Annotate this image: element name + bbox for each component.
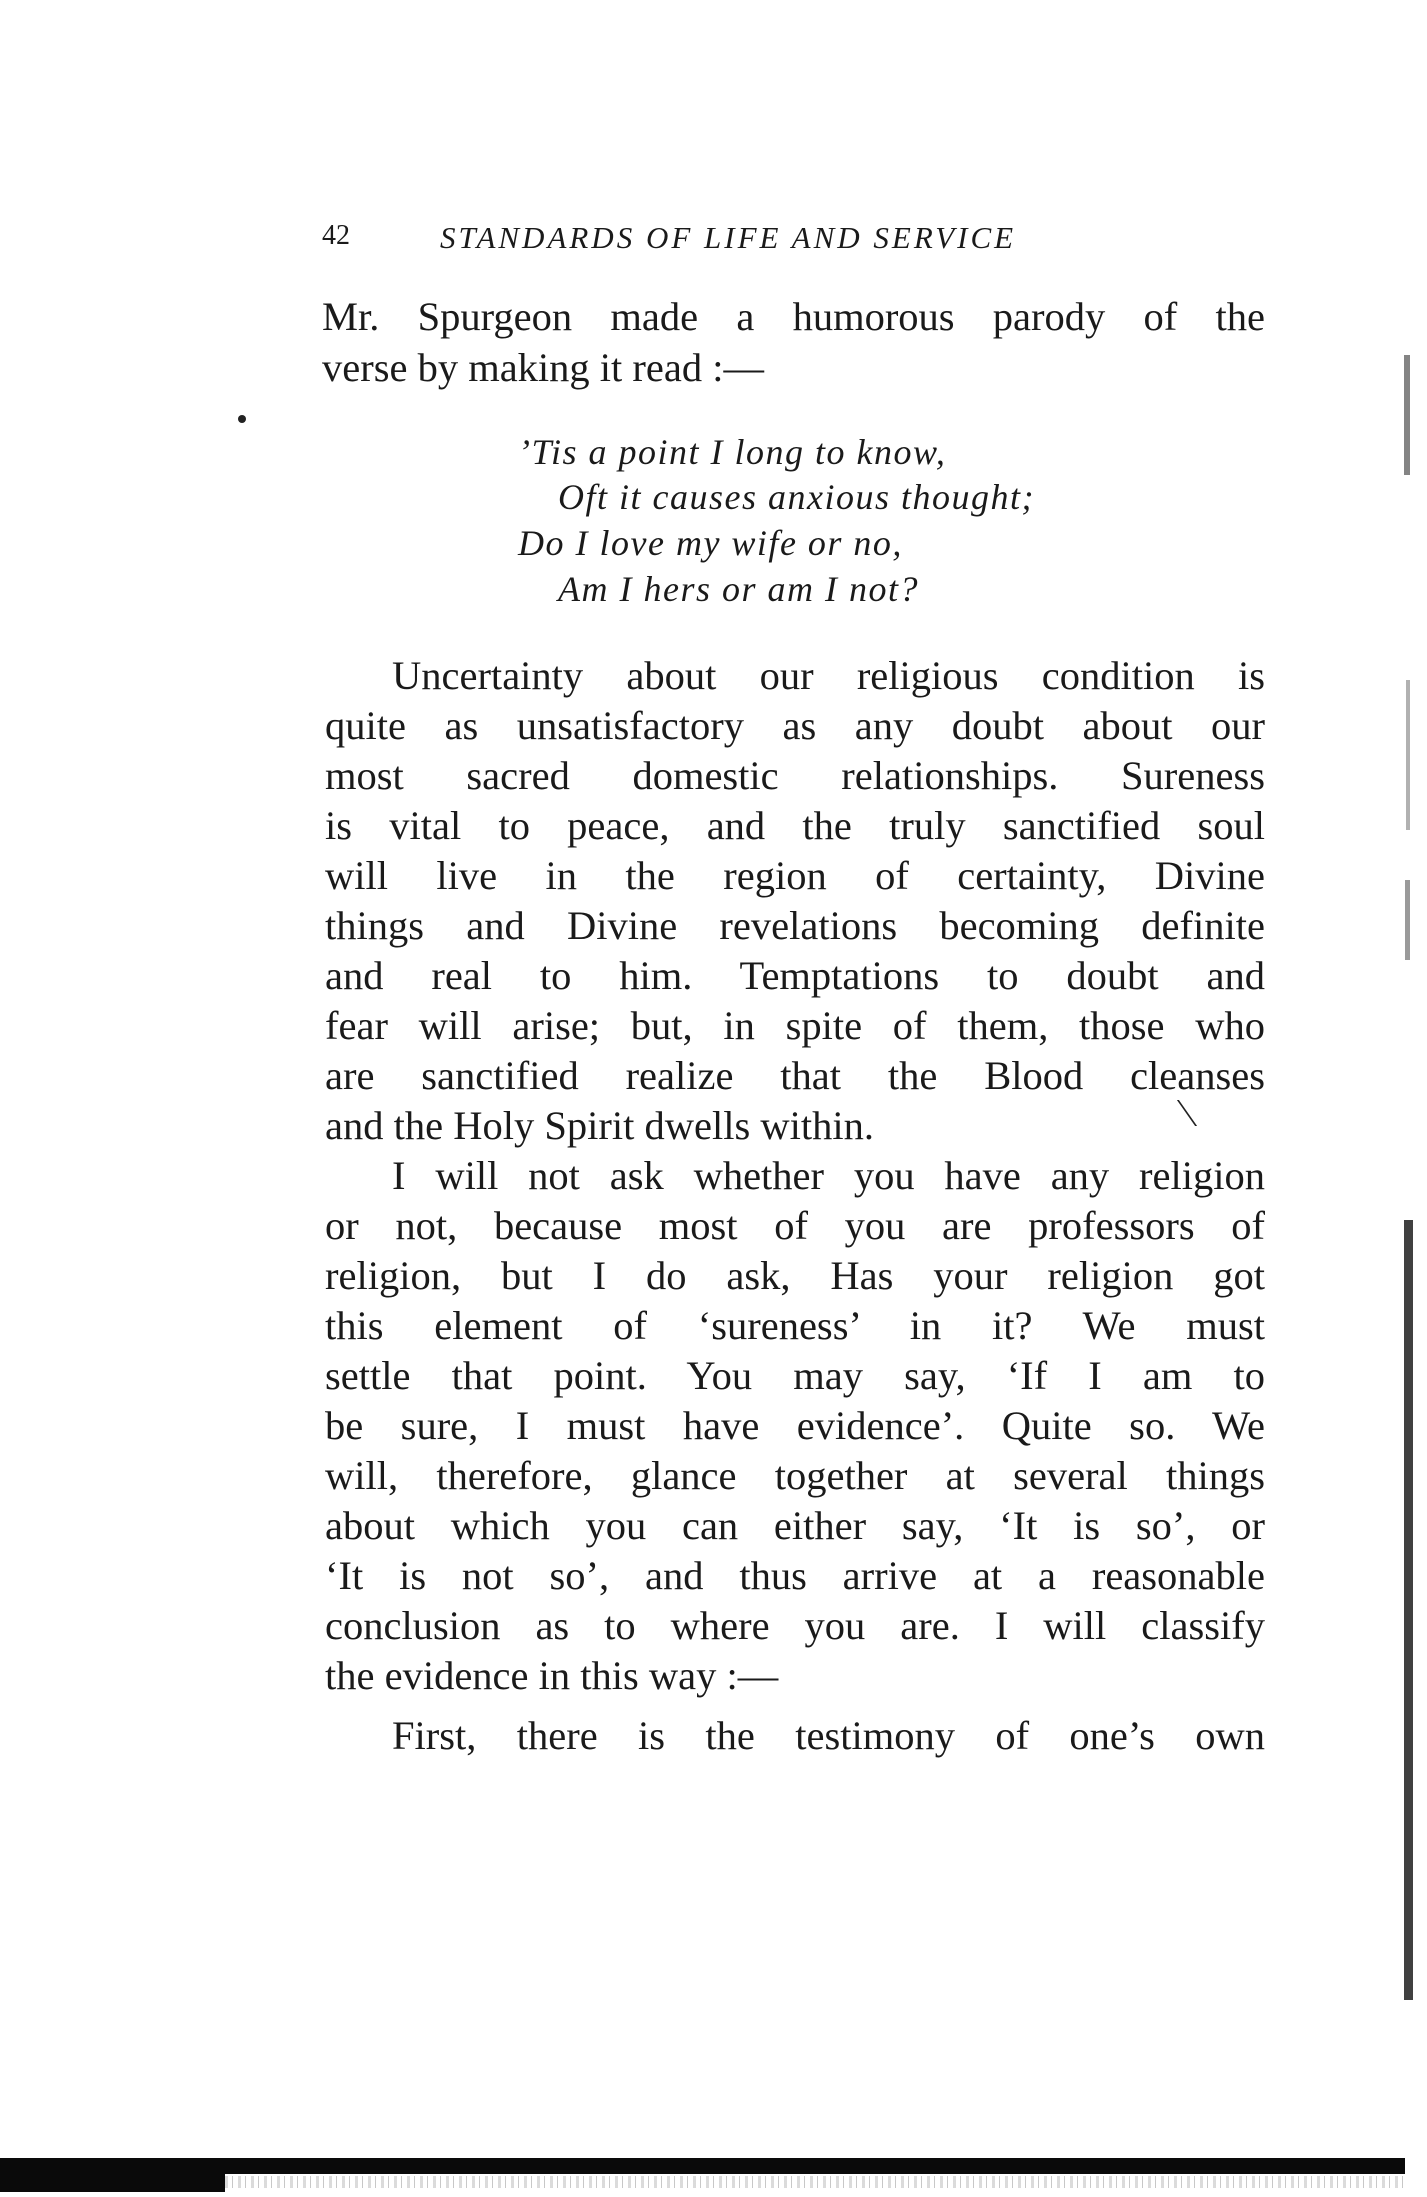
paragraph-line: I will not ask whether you have any religion: [392, 1153, 1265, 1198]
paragraph-line: is vital to peace, and the truly sanctified soul: [325, 803, 1265, 848]
binding-shadow: [1405, 880, 1410, 960]
paragraph-line: and the Holy Spirit dwells within.: [325, 1103, 874, 1148]
paragraph-line: or not, because most of you are professors of: [325, 1203, 1265, 1248]
paragraph-line: fear will arise; but, in spite of them, those who: [325, 1003, 1265, 1048]
verse-line: Oft it causes anxious thought;: [558, 477, 1035, 517]
paragraph-line: the evidence in this way :—: [325, 1653, 779, 1698]
scan-border: [0, 2170, 225, 2192]
paragraph-line: this element of ‘sureness’ in it? We must: [325, 1303, 1265, 1348]
intro-line: verse by making it read :—: [322, 345, 764, 390]
scan-noise: [225, 2176, 1405, 2188]
intro-line: Mr. Spurgeon made a humorous parody of the: [322, 294, 1265, 339]
verse-line: ’Tis a point I long to know,: [518, 432, 947, 472]
paragraph-line: are sanctified realize that the Blood cleanses: [325, 1053, 1265, 1098]
paragraph-line: and real to him. Temptations to doubt and: [325, 953, 1265, 998]
verse-line: Am I hers or am I not?: [558, 569, 919, 609]
verse-line: Do I love my wife or no,: [518, 523, 903, 563]
paragraph-line: things and Divine revelations becoming definite: [325, 903, 1265, 948]
paragraph-line: settle that point. You may say, ‘If I am to: [325, 1353, 1265, 1398]
binding-shadow: [1404, 1220, 1413, 2000]
paragraph-line: ‘It is not so’, and thus arrive at a reasonable: [325, 1553, 1265, 1598]
paragraph-line: be sure, I must have evidence’. Quite so. We: [325, 1403, 1265, 1448]
binding-shadow: [1406, 680, 1410, 830]
running-head: [322, 220, 1142, 260]
pencil-mark: [1161, 1100, 1197, 1126]
paragraph-line: will, therefore, glance together at several things: [325, 1453, 1265, 1498]
binding-shadow: [1404, 355, 1410, 475]
paragraph-line: about which you can either say, ‘It is so’, or: [325, 1503, 1265, 1548]
speck-mark: [238, 415, 246, 423]
running-title: STANDARDS OF LIFE AND SERVICE: [440, 220, 1017, 255]
paragraph-line: Uncertainty about our religious condition is: [392, 653, 1265, 698]
paragraph-line: religion, but I do ask, Has your religion got: [325, 1253, 1265, 1298]
paragraph-line: First, there is the testimony of one’s own: [392, 1713, 1265, 1758]
paragraph-line: will live in the region of certainty, Divine: [325, 853, 1265, 898]
paragraph-line: most sacred domestic relationships. Sureness: [325, 753, 1265, 798]
paragraph-line: conclusion as to where you are. I will classify: [325, 1603, 1265, 1648]
paragraph-line: quite as unsatisfactory as any doubt about our: [325, 703, 1265, 748]
page-number: 42: [322, 220, 350, 251]
